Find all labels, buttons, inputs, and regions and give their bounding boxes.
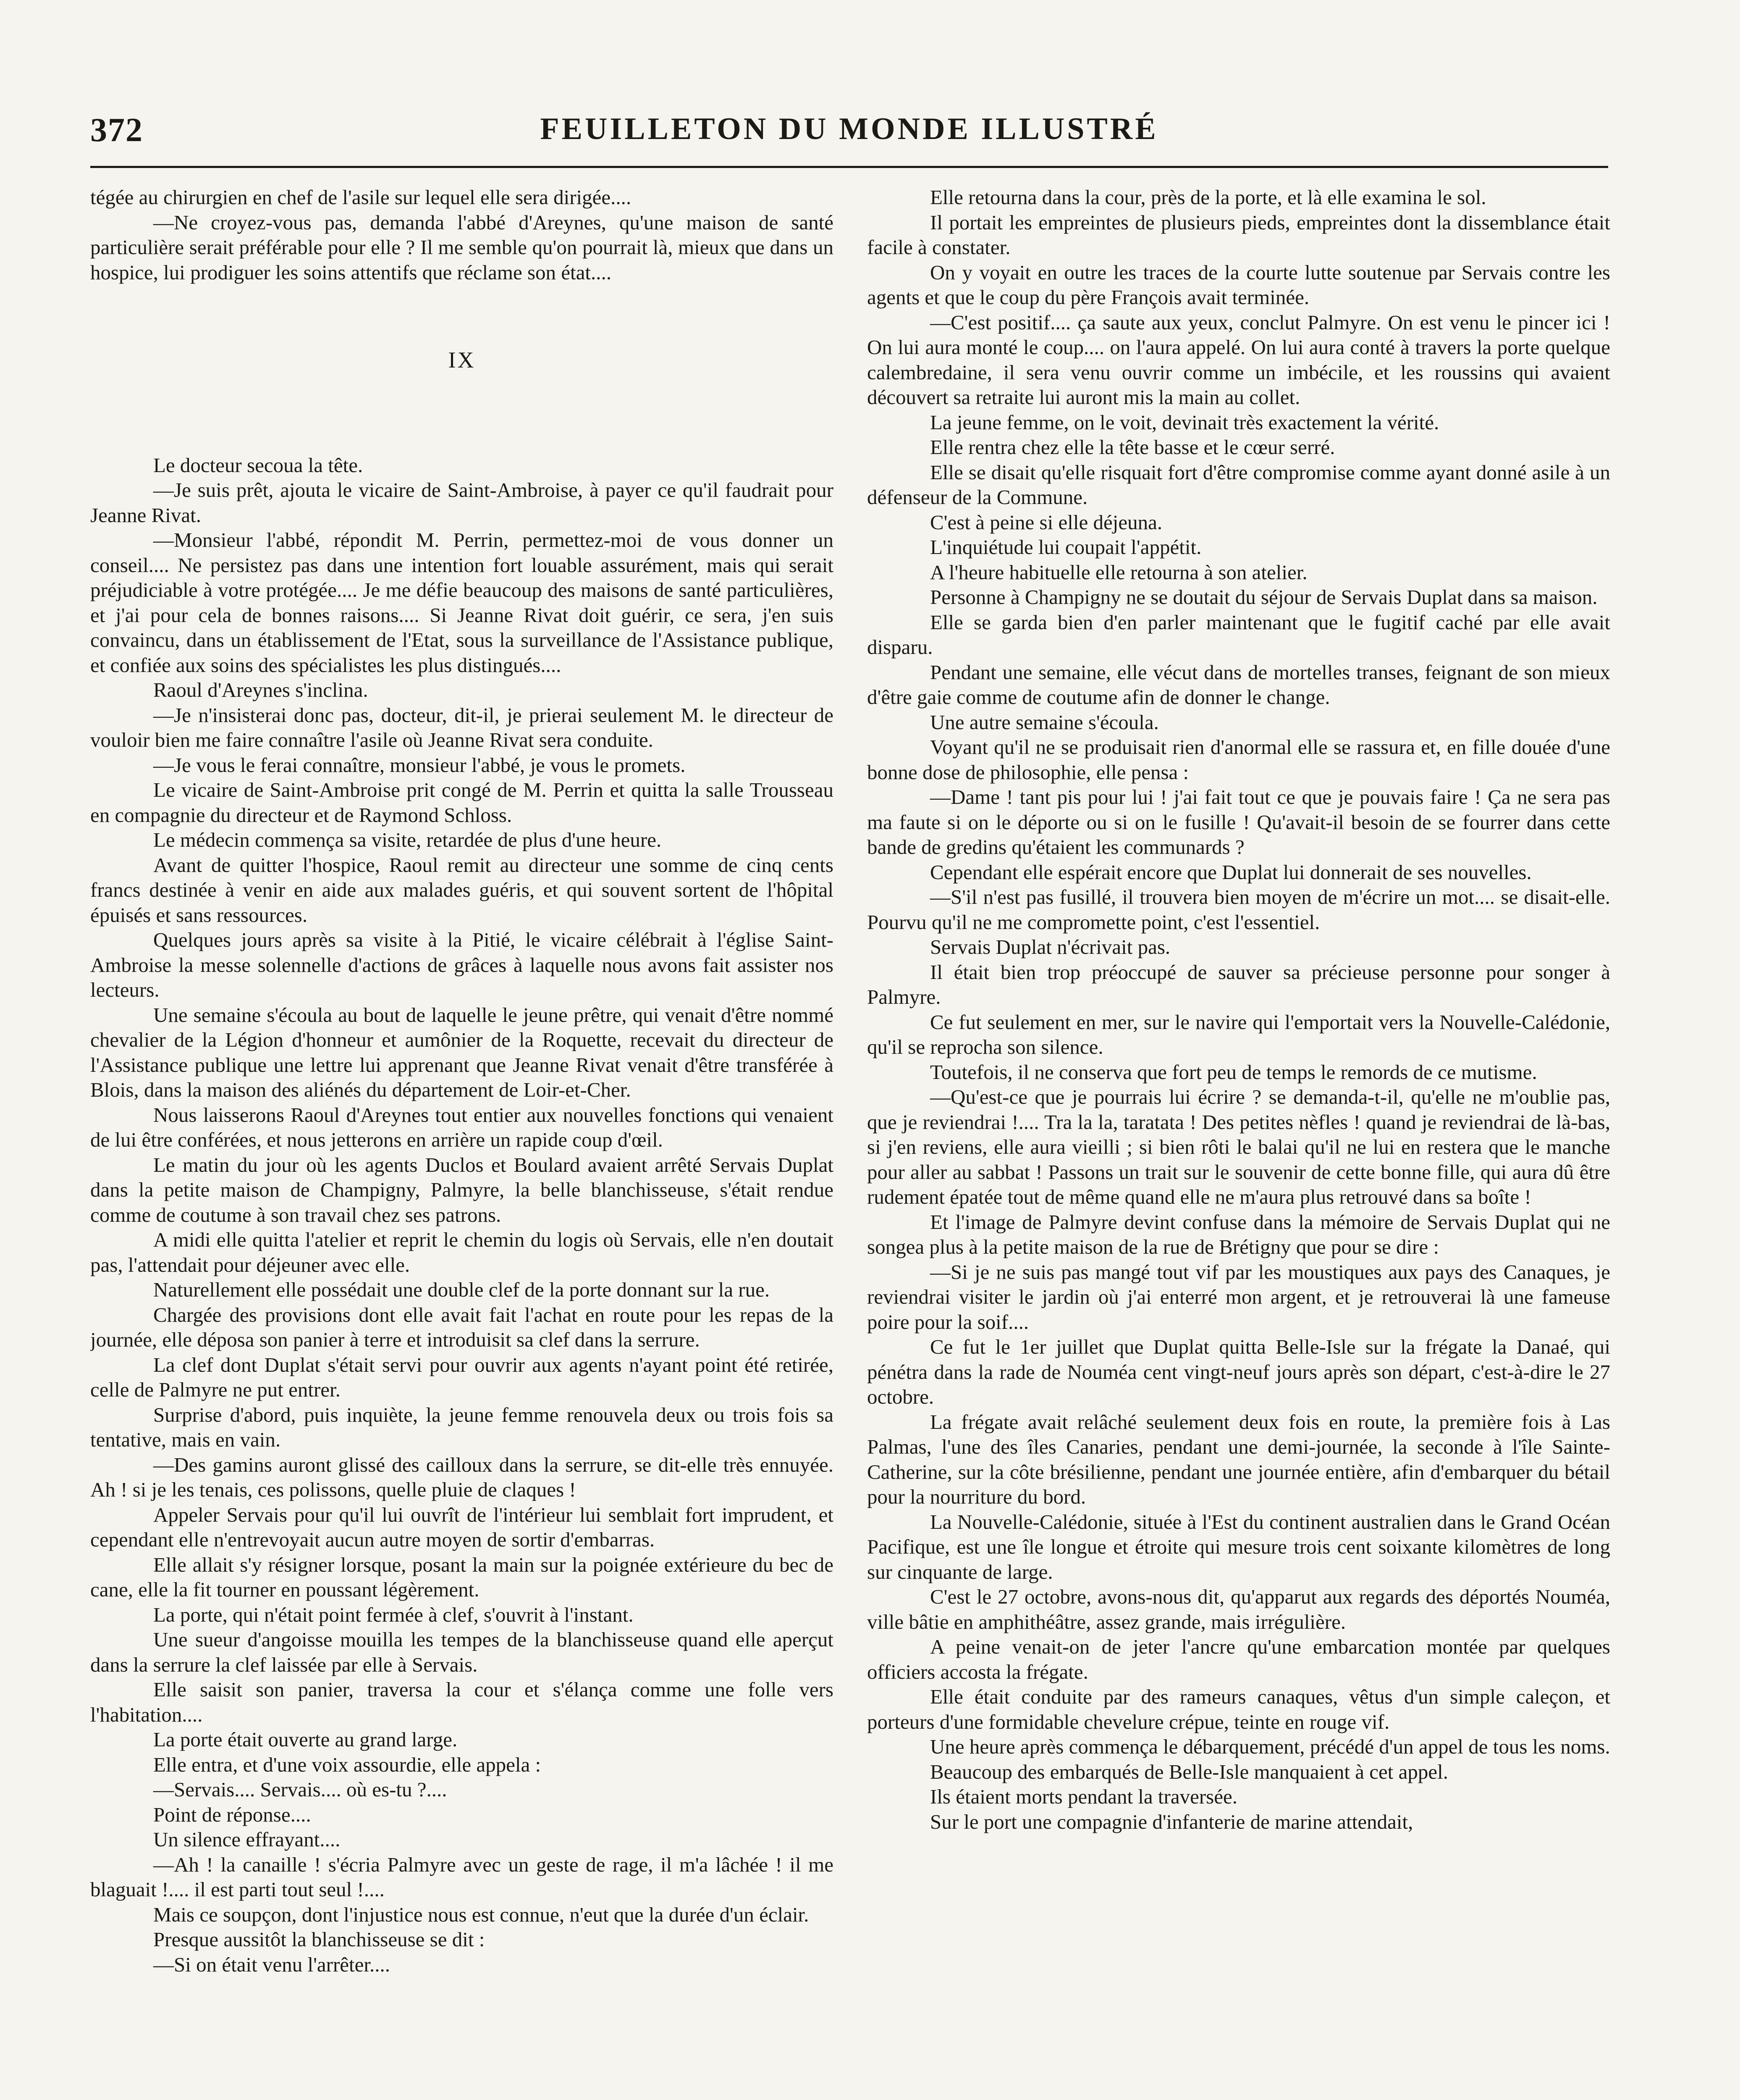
paragraph: Quelques jours après sa visite à la Pitié, le vicaire célébrait à l'église Saint-Ambroise la messe solennelle d'actions de grâces à laquelle nous avons fait assister nos lecteurs. [90, 928, 833, 1001]
paragraph: On y voyait en outre les traces de la courte lutte soutenue par Servais contre les agents et que le coup du père François avait terminée. [867, 260, 1610, 309]
chapter-heading: IX [448, 347, 476, 373]
paragraph: Raoul d'Areynes s'inclina. [153, 678, 368, 701]
paragraph: —Dame ! tant pis pour lui ! j'ai fait tout ce que je pouvais faire ! Ça ne sera pas ma faute si on le déporte ou si on le fusille ! Qu'avait-il besoin de se fourrer dans cette bande de gredins qu'étaient les communards ? [867, 785, 1610, 858]
paragraph: Pendant une semaine, elle vécut dans de mortelles transes, feignant de son mieux d'être gaie comme de coutume afin de donner le change. [867, 660, 1610, 709]
paragraph: —Si on était venu l'arrêter.... [153, 1953, 390, 1976]
paragraph: Sur le port une compagnie d'infanterie de marine attendait, [930, 1810, 1413, 1833]
paragraph: Elle entra, et d'une voix assourdie, elle appela : [153, 1753, 541, 1776]
paragraph: —C'est positif.... ça saute aux yeux, conclut Palmyre. On est venu le pincer ici ! On lui aura monté le coup.... on l'aura appelé. On lui aura conté à travers la porte quelque calembredaine, il sera venu ouvrir comme un imbécile, et les roussins qui avaient découvert sa retraite lui auront mis la main au collet. [867, 310, 1610, 409]
paragraph: A l'heure habituelle elle retourna à son atelier. [930, 560, 1308, 584]
right-column [867, 185, 1610, 2100]
paragraph: La porte, qui n'était point fermée à clef, s'ouvrit à l'instant. [153, 1603, 634, 1626]
paragraph: Chargée des provisions dont elle avait fait l'achat en route pour les repas de la journée, elle déposa son panier à terre et introduisit sa clef dans la serrure. [90, 1303, 833, 1351]
paragraph: A peine venait-on de jeter l'ancre qu'une embarcation montée par quelques officiers accosta la frégate. [867, 1635, 1610, 1683]
paragraph: Une autre semaine s'écoula. [930, 710, 1159, 734]
paragraph: A midi elle quitta l'atelier et reprit le chemin du logis où Servais, elle n'en doutait pas, l'attendait pour déjeuner avec elle. [90, 1228, 833, 1276]
paragraph: Le vicaire de Saint-Ambroise prit congé de M. Perrin et quitta la salle Trousseau en compagnie du directeur et de Raymond Schloss. [90, 778, 833, 827]
running-title: FEUILLETON DU MONDE ILLUSTRÉ [540, 112, 1158, 146]
paragraph: La porte était ouverte au grand large. [153, 1728, 458, 1751]
paragraph: —Si je ne suis pas mangé tout vif par les moustiques aux pays des Canaques, je reviendrai visiter le jardin où j'ai enterré mon argent, et je retrouverai là une fameuse poire pour la soif.... [867, 1260, 1610, 1334]
paragraph: Naturellement elle possédait une double clef de la porte donnant sur la rue. [153, 1278, 770, 1301]
paragraph: Elle était conduite par des rameurs canaques, vêtus d'un simple caleçon, et porteurs d'une formidable chevelure crépue, teinte en rouge vif. [867, 1685, 1610, 1733]
paragraph: Il était bien trop préoccupé de sauver sa précieuse personne pour songer à Palmyre. [867, 960, 1610, 1008]
paragraph: La Nouvelle-Calédonie, située à l'Est du continent australien dans le Grand Océan Pacifique, est une île longue et étroite qui mesure trois cent soixante kilomètres de long sur cinquante de large. [867, 1510, 1610, 1583]
page-header [90, 111, 1608, 158]
paragraph: Elle retourna dans la cour, près de la porte, et là elle examina le sol. [930, 186, 1486, 209]
paragraph: Une sueur d'angoisse mouilla les tempes de la blanchisseuse quand elle aperçut dans la serrure la clef laissée par elle à Servais. [90, 1628, 833, 1676]
paragraph: —Qu'est-ce que je pourrais lui écrire ? se demanda-t-il, qu'elle ne m'oublie pas, que je reviendrai !.... Tra la la, taratata ! Des petites nèfles ! quand je reviendrai de là-bas, si j'en reviens, elle aura vieilli ; si bien rôti le balai qu'il ne lui en restera que le manche pour aller au sabbat ! Passons un trait sur le souvenir de cette bonne fille, qui aura dû être rudement épatée tout de même quand elle ne m'aura plus retrouvé dans sa boîte ! [867, 1085, 1610, 1208]
paragraph: —Je suis prêt, ajouta le vicaire de Saint-Ambroise, à payer ce qu'il faudrait pour Jeanne Rivat. [90, 478, 833, 527]
paragraph: —Ne croyez-vous pas, demanda l'abbé d'Areynes, qu'une maison de santé particulière serait préférable pour elle ? Il me semble qu'on pourrait là, mieux que dans un hospice, lui prodiguer les soins attentifs que réclame son état.... [90, 210, 833, 284]
paragraph: Beaucoup des embarqués de Belle-Isle manquaient à cet appel. [930, 1760, 1449, 1783]
paragraph: Elle se garda bien d'en parler maintenant que le fugitif caché par elle avait disparu. [867, 610, 1610, 659]
paragraph: Un silence effrayant.... [153, 1828, 341, 1851]
paragraph: Personne à Champigny ne se doutait du séjour de Servais Duplat dans sa maison. [930, 585, 1598, 609]
paragraph: —Monsieur l'abbé, répondit M. Perrin, permettez-moi de vous donner un conseil.... Ne persistez pas dans une intention fort louable assurément, mais qui serait préjudiciable à votre protégée.... Je me défie beaucoup des maisons de santé particulières, et j'ai pour cela de bonnes raisons.... Si Jeanne Rivat doit guérir, ce sera, j'en suis convaincu, dans un établissement de l'Etat, sous la surveillance de l'Assistance publique, et confiée aux soins des spécialistes les plus distingués.... [90, 528, 833, 677]
paragraph: Nous laisserons Raoul d'Areynes tout entier aux nouvelles fonctions qui venaient de lui être conférées, et nous jetterons en arrière un rapide coup d'œil. [90, 1103, 833, 1151]
paragraph: Toutefois, il ne conserva que fort peu de temps le remords de ce mutisme. [930, 1060, 1537, 1084]
paragraph: —Ah ! la canaille ! s'écria Palmyre avec un geste de rage, il m'a lâchée ! il me blaguait !.... il est parti tout seul !.... [90, 1853, 833, 1901]
paragraph: Une semaine s'écoula au bout de laquelle le jeune prêtre, qui venait d'être nommé chevalier de la Légion d'honneur et aumônier de la Roquette, recevait du directeur de l'Assistance publique une lettre lui apprenant que Jeanne Rivat venait d'être transférée à Blois, dans la maison des aliénés du département de Loir-et-Cher. [90, 1003, 833, 1101]
paragraph: L'inquiétude lui coupait l'appétit. [930, 536, 1202, 559]
paragraph: La jeune femme, on le voit, devinait très exactement la vérité. [930, 410, 1439, 434]
paragraph: C'est le 27 octobre, avons-nous dit, qu'apparut aux regards des déportés Nouméa, ville bâtie en amphithéâtre, assez grande, mais irrégulière. [867, 1585, 1610, 1633]
paragraph: Elle rentra chez elle la tête basse et le cœur serré. [930, 436, 1335, 459]
paragraph: Cependant elle espérait encore que Duplat lui donnerait de ses nouvelles. [930, 860, 1532, 884]
page-number: 372 [90, 112, 143, 149]
paragraph: —Je n'insisterai donc pas, docteur, dit-il, je prierai seulement M. le directeur de vouloir bien me faire connaître l'asile où Jeanne Rivat sera conduite. [90, 703, 833, 751]
paragraph: Elle se disait qu'elle risquait fort d'être compromise comme ayant donné asile à un défenseur de la Commune. [867, 460, 1610, 509]
paragraph: Le matin du jour où les agents Duclos et Boulard avaient arrêté Servais Duplat dans la petite maison de Champigny, Palmyre, la belle blanchisseuse, s'était rendue comme de coutume à son travail chez ses patrons. [90, 1153, 833, 1226]
paragraph: tégée au chirurgien en chef de l'asile sur lequel elle sera dirigée.... [90, 186, 632, 209]
paragraph: Presque aussitôt la blanchisseuse se dit : [153, 1928, 485, 1951]
paragraph: Il portait les empreintes de plusieurs pieds, empreintes dont la dissemblance était facile à constater. [867, 210, 1610, 259]
paragraph: La clef dont Duplat s'était servi pour ouvrir aux agents n'ayant point été retirée, celle de Palmyre ne put entrer. [90, 1353, 833, 1401]
paragraph: Appeler Servais pour qu'il lui ouvrît de l'intérieur lui semblait fort imprudent, et cependant elle n'entrevoyait aucun autre moyen de sortir d'embarras. [90, 1503, 833, 1551]
paragraph: Le médecin commença sa visite, retardée de plus d'une heure. [153, 828, 662, 851]
paragraph: Elle saisit son panier, traversa la cour et s'élança comme une folle vers l'habitation.... [90, 1678, 833, 1726]
paragraph: Servais Duplat n'écrivait pas. [930, 935, 1171, 958]
paragraph: C'est à peine si elle déjeuna. [930, 510, 1163, 534]
paragraph: Surprise d'abord, puis inquiète, la jeune femme renouvela deux ou trois fois sa tentative, mais en vain. [90, 1403, 833, 1451]
paragraph: —Des gamins auront glissé des cailloux dans la serrure, se dit-elle très ennuyée. Ah ! si je les tenais, ces polissons, quelle pluie de claques ! [90, 1453, 833, 1501]
paragraph: Et l'image de Palmyre devint confuse dans la mémoire de Servais Duplat qui ne songea plus à la petite maison de la rue de Brétigny que pour se dire : [867, 1210, 1610, 1258]
paragraph: Ce fut le 1er juillet que Duplat quitta Belle-Isle sur la frégate la Danaé, qui pénétra dans la rade de Nouméa cent vingt-neuf jours après son départ, c'est-à-dire le 27 octobre. [867, 1335, 1610, 1408]
header-rule [90, 166, 1608, 168]
paragraph: Ils étaient morts pendant la traversée. [930, 1785, 1237, 1808]
paragraph: Mais ce soupçon, dont l'injustice nous est connue, n'eut que la durée d'un éclair. [153, 1903, 809, 1926]
paragraph: Voyant qu'il ne se produisait rien d'anormal elle se rassura et, en fille douée d'une bonne dose de philosophie, elle pensa : [867, 735, 1610, 784]
paragraph: Une heure après commença le débarquement, précédé d'un appel de tous les noms. [930, 1735, 1610, 1758]
paragraph: Ce fut seulement en mer, sur le navire qui l'emportait vers la Nouvelle-Calédonie, qu'il se reprocha son silence. [867, 1010, 1610, 1058]
paragraph: Point de réponse.... [153, 1803, 311, 1826]
paragraph: —Je vous le ferai connaître, monsieur l'abbé, je vous le promets. [153, 753, 686, 777]
paragraph: Avant de quitter l'hospice, Raoul remit au directeur une somme de cinq cents francs destinée à venir en aide aux malades guéris, et qui souvent sortent de l'hôpital épuisés et sans ressources. [90, 853, 833, 927]
paragraph: —S'il n'est pas fusillé, il trouvera bien moyen de m'écrire un mot.... se disait-elle. Pourvu qu'il ne me compromette point, c'est l'essentiel. [867, 885, 1610, 934]
paragraph: —Servais.... Servais.... où es-tu ?.... [153, 1778, 447, 1801]
paragraph: Le docteur secoua la tête. [153, 453, 363, 477]
paragraph: La frégate avait relâché seulement deux fois en route, la première fois à Las Palmas, l'une des îles Canaries, pendant une demi-journée, la seconde à l'île Sainte-Catherine, sur la côte brésilienne, pendant une journée entière, afin d'embarquer du bétail pour la nourriture du bord. [867, 1410, 1610, 1508]
paragraph: Elle allait s'y résigner lorsque, posant la main sur la poignée extérieure du bec de cane, elle la fit tourner en poussant légèrement. [90, 1553, 833, 1601]
left-column [90, 185, 833, 2100]
